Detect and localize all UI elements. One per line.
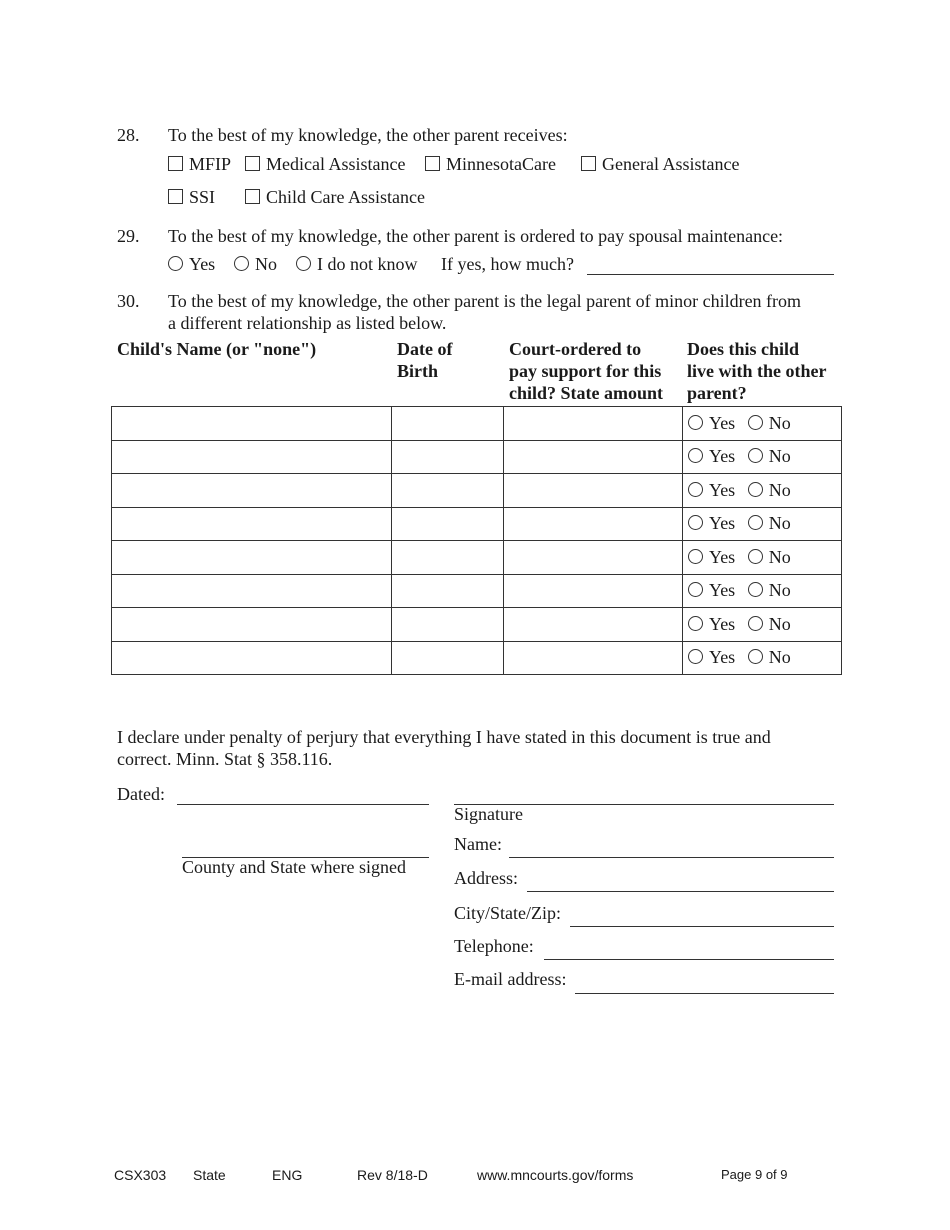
support-amount-cell[interactable] (504, 574, 683, 608)
dated-label: Dated: (117, 784, 165, 804)
header-line: Child's Name (or "none") (117, 339, 317, 359)
table-row (112, 608, 842, 642)
q28-number: 28. (117, 125, 140, 145)
header-line: Birth (397, 361, 439, 381)
no-label: No (768, 613, 791, 634)
header-line: parent? (687, 383, 747, 403)
q29-option-do-not-know[interactable] (296, 254, 418, 275)
option-label: Medical Assistance (266, 154, 406, 174)
table-row (112, 440, 842, 474)
support-amount-cell[interactable] (504, 608, 683, 642)
no-label: No (768, 513, 791, 534)
option-label: MFIP (189, 154, 232, 174)
child-name-cell[interactable] (112, 541, 392, 575)
radio-button[interactable] (234, 256, 249, 271)
support-amount-cell[interactable] (504, 641, 683, 675)
support-amount-cell[interactable] (504, 440, 683, 474)
checkbox[interactable] (425, 156, 440, 171)
q30-text-line1: To the best of my knowledge, the other parent is the legal parent of minor children from (168, 291, 802, 311)
date-of-birth-cell[interactable] (392, 474, 504, 508)
header-line: Date of (397, 339, 453, 359)
checkbox[interactable] (168, 156, 183, 171)
radio-no[interactable] (748, 415, 763, 430)
yes-label: Yes (709, 580, 736, 601)
city-state-zip-label: City/State/Zip: (454, 903, 561, 923)
child-name-cell[interactable] (112, 440, 392, 474)
county-state-label: County and State where signed (182, 857, 406, 877)
date-of-birth-cell[interactable] (392, 608, 504, 642)
option-label: MinnesotaCare (446, 154, 556, 174)
q28-option-minnesotacare[interactable] (425, 154, 556, 175)
q28-option-child-care-assistance[interactable] (245, 187, 425, 208)
radio-button[interactable] (168, 256, 183, 271)
no-label: No (768, 546, 791, 567)
header-line: Does this child (687, 339, 800, 359)
radio-no[interactable] (748, 515, 763, 530)
yes-label: Yes (709, 546, 736, 567)
footer-language: ENG (272, 1167, 303, 1183)
declaration-line1: I declare under penalty of perjury that everything I have stated in this document is true and (117, 727, 771, 747)
lives-with-cell (683, 474, 842, 508)
radio-yes[interactable] (688, 549, 703, 564)
no-label: No (768, 412, 791, 433)
table-row (112, 541, 842, 575)
q29-option-yes[interactable] (168, 254, 215, 275)
option-label: SSI (189, 187, 216, 207)
radio-button[interactable] (296, 256, 311, 271)
address-field[interactable] (527, 891, 834, 892)
date-of-birth-cell[interactable] (392, 641, 504, 675)
footer-page-number: Page 9 of 9 (721, 1167, 788, 1182)
support-amount-cell[interactable] (504, 541, 683, 575)
q29-text: To the best of my knowledge, the other parent is ordered to pay spousal maintenance: (168, 226, 784, 246)
header-line: Court-ordered to (509, 339, 642, 359)
city-state-zip-field[interactable] (570, 926, 834, 927)
column-header-court-ordered-support (509, 338, 663, 404)
signature-label: Signature (454, 804, 523, 824)
no-label: No (768, 580, 791, 601)
email-field[interactable] (575, 993, 834, 994)
radio-no[interactable] (748, 448, 763, 463)
address-label: Address: (454, 868, 518, 888)
option-label: General Assistance (602, 154, 740, 174)
lives-with-cell (683, 507, 842, 541)
checkbox[interactable] (168, 189, 183, 204)
no-label: No (768, 647, 791, 668)
radio-yes[interactable] (688, 616, 703, 631)
date-of-birth-cell[interactable] (392, 507, 504, 541)
no-label: No (768, 479, 791, 500)
radio-yes[interactable] (688, 582, 703, 597)
date-of-birth-cell[interactable] (392, 574, 504, 608)
child-name-cell[interactable] (112, 474, 392, 508)
table-row (112, 507, 842, 541)
radio-no[interactable] (748, 582, 763, 597)
q30-number: 30. (117, 291, 140, 311)
table-row (112, 407, 842, 441)
q28-option-medical-assistance[interactable] (245, 154, 405, 175)
support-amount-cell[interactable] (504, 407, 683, 441)
lives-with-cell (683, 574, 842, 608)
date-of-birth-cell[interactable] (392, 541, 504, 575)
q28-option-general-assistance[interactable] (581, 154, 739, 175)
child-name-cell[interactable] (112, 507, 392, 541)
option-label: Child Care Assistance (266, 187, 425, 207)
option-label: I do not know (317, 254, 418, 274)
support-amount-cell[interactable] (504, 507, 683, 541)
footer-url[interactable]: www.mncourts.gov/forms (477, 1167, 634, 1183)
checkbox[interactable] (581, 156, 596, 171)
lives-with-cell (683, 641, 842, 675)
column-header-date-of-birth (397, 338, 452, 382)
children-table-body (112, 407, 842, 675)
footer-form-id: CSX303 (114, 1167, 167, 1183)
radio-yes[interactable] (688, 515, 703, 530)
yes-label: Yes (709, 446, 736, 467)
lives-with-cell (683, 440, 842, 474)
footer-state: State (193, 1167, 226, 1183)
lives-with-cell (683, 407, 842, 441)
telephone-field[interactable] (544, 959, 834, 960)
support-amount-cell[interactable] (504, 474, 683, 508)
q29-how-much-label: If yes, how much? (441, 254, 574, 274)
yes-label: Yes (709, 647, 736, 668)
child-name-cell[interactable] (112, 608, 392, 642)
table-row (112, 474, 842, 508)
children-table (111, 406, 842, 675)
q29-option-no[interactable] (234, 254, 277, 275)
q28-option-mfip[interactable] (168, 154, 231, 175)
date-of-birth-cell[interactable] (392, 440, 504, 474)
radio-yes[interactable] (688, 482, 703, 497)
lives-with-cell (683, 608, 842, 642)
child-name-cell[interactable] (112, 641, 392, 675)
header-line: pay support for this (509, 361, 662, 381)
email-label: E-mail address: (454, 969, 567, 989)
date-of-birth-cell[interactable] (392, 407, 504, 441)
option-label: Yes (189, 254, 216, 274)
q28-option-ssi[interactable] (168, 187, 215, 208)
q29-how-much-field[interactable] (587, 274, 834, 275)
q30-text-line2: a different relationship as listed below. (168, 313, 447, 333)
radio-no[interactable] (748, 482, 763, 497)
telephone-label: Telephone: (454, 936, 534, 956)
yes-label: Yes (709, 613, 736, 634)
declaration-line2: correct. Minn. Stat § 358.116. (117, 749, 333, 769)
checkbox[interactable] (245, 156, 260, 171)
column-header-lives-with-other-parent (687, 338, 826, 404)
radio-yes[interactable] (688, 649, 703, 664)
table-row (112, 641, 842, 675)
column-header-child-name (117, 338, 316, 360)
name-field[interactable] (509, 857, 834, 858)
name-label: Name: (454, 834, 502, 854)
q28-text: To the best of my knowledge, the other parent receives: (168, 125, 568, 145)
table-row (112, 574, 842, 608)
radio-no[interactable] (748, 549, 763, 564)
no-label: No (768, 446, 791, 467)
yes-label: Yes (709, 412, 736, 433)
option-label: No (255, 254, 277, 274)
header-line: live with the other (687, 361, 827, 381)
dated-field[interactable] (177, 804, 429, 805)
radio-no[interactable] (748, 616, 763, 631)
radio-yes[interactable] (688, 415, 703, 430)
header-line: child? State amount (509, 383, 664, 403)
radio-yes[interactable] (688, 448, 703, 463)
lives-with-cell (683, 541, 842, 575)
child-name-cell[interactable] (112, 574, 392, 608)
footer-revision: Rev 8/18-D (357, 1167, 428, 1183)
q29-number: 29. (117, 226, 140, 246)
child-name-cell[interactable] (112, 407, 392, 441)
yes-label: Yes (709, 513, 736, 534)
radio-no[interactable] (748, 649, 763, 664)
checkbox[interactable] (245, 189, 260, 204)
yes-label: Yes (709, 479, 736, 500)
